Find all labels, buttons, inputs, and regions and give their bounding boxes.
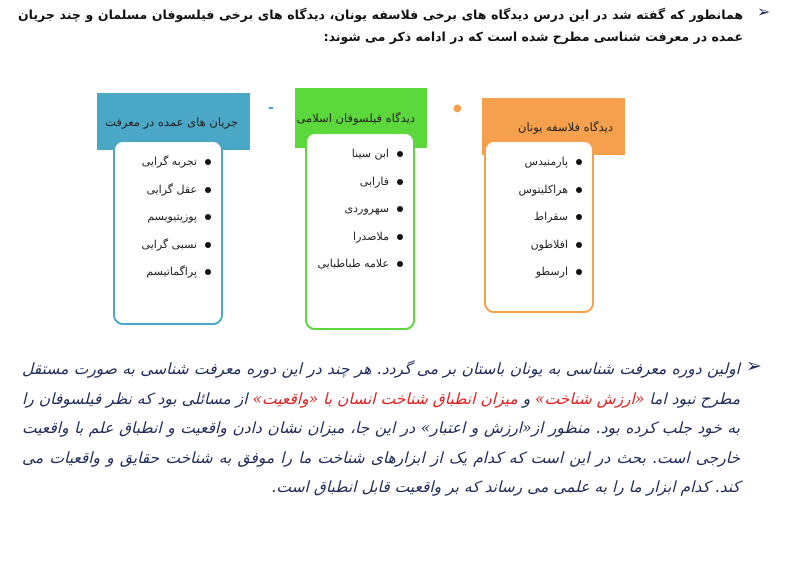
list-item: علامه طباطبایی: [307, 250, 403, 278]
greek-box-title: دیدگاه فلاسفه یونان: [482, 98, 625, 155]
list-item: هراکلیتوس: [486, 176, 582, 204]
list-item: پوزیتیویسم: [115, 203, 211, 231]
list-item: پراگماتیسم: [115, 258, 211, 286]
list-item: سقراط: [486, 203, 582, 231]
paragraph-text: از مسائلی بود که نظر فیلسوفان را به خود جلب کرده بود. منظور از«ارزش و اعتبار» در این جا، میزان نشان دادن واقعیت و انطباق علم با واقعیت خارجی است. بحث در این است که کدام یک از ابزارهای شناخت ما را موفق به شناخت حقایق و واقعیات می کند. کدام ابزار ما را به علمی می رساند که بر واقعیت قابل انطباق است.: [22, 389, 740, 496]
divider-dash: -: [268, 100, 274, 116]
divider-dot: ●: [453, 103, 462, 114]
list-item: ارسطو: [486, 258, 582, 286]
islamic-box-title: دیدگاه فیلسوفان اسلامی: [295, 88, 427, 148]
list-item: ابن سینا: [307, 140, 403, 168]
intro-text: همانطور که گفته شد در این درس دیدگاه های برخی فلاسفه یونان، دیدگاه های برخی فیلسوفان مسلمان و چند جریان عمده در معرفت شناسی مطرح شده است که در ادامه ذکر می شوند:: [18, 7, 743, 44]
highlight-correspondence: میزان انطباق شناخت انسان با «واقعیت»: [252, 389, 518, 408]
arrow-bullet-icon: ➢: [746, 355, 762, 377]
list-item: سهروردی: [307, 195, 403, 223]
list-item: عقل گرایی: [115, 176, 211, 204]
list-item: فارابی: [307, 168, 403, 196]
islamic-box-list: [305, 132, 415, 330]
currents-box-title: جریان های عمده در معرفت: [97, 93, 250, 150]
paragraph-text: و: [517, 389, 536, 408]
main-paragraph: [22, 355, 740, 503]
list-item: تجربه گرایی: [115, 148, 211, 176]
highlight-value-of-knowledge: «ارزش شناخت»: [535, 389, 645, 408]
list-item: ملاصدرا: [307, 223, 403, 251]
list-item: نسبی گرایی: [115, 231, 211, 259]
currents-box-list: [113, 140, 223, 325]
paragraph-text: اولین دوره معرفت شناسی به یونان باستان بر می گردد. هر چند در این دوره معرفت شناسی به صورت مستقل مطرح نبود اما: [22, 360, 741, 408]
greek-box-list: [484, 140, 594, 313]
list-item: پارمنیدس: [486, 148, 582, 176]
arrow-bullet-icon: ➢: [757, 2, 771, 21]
list-item: افلاطون: [486, 231, 582, 259]
